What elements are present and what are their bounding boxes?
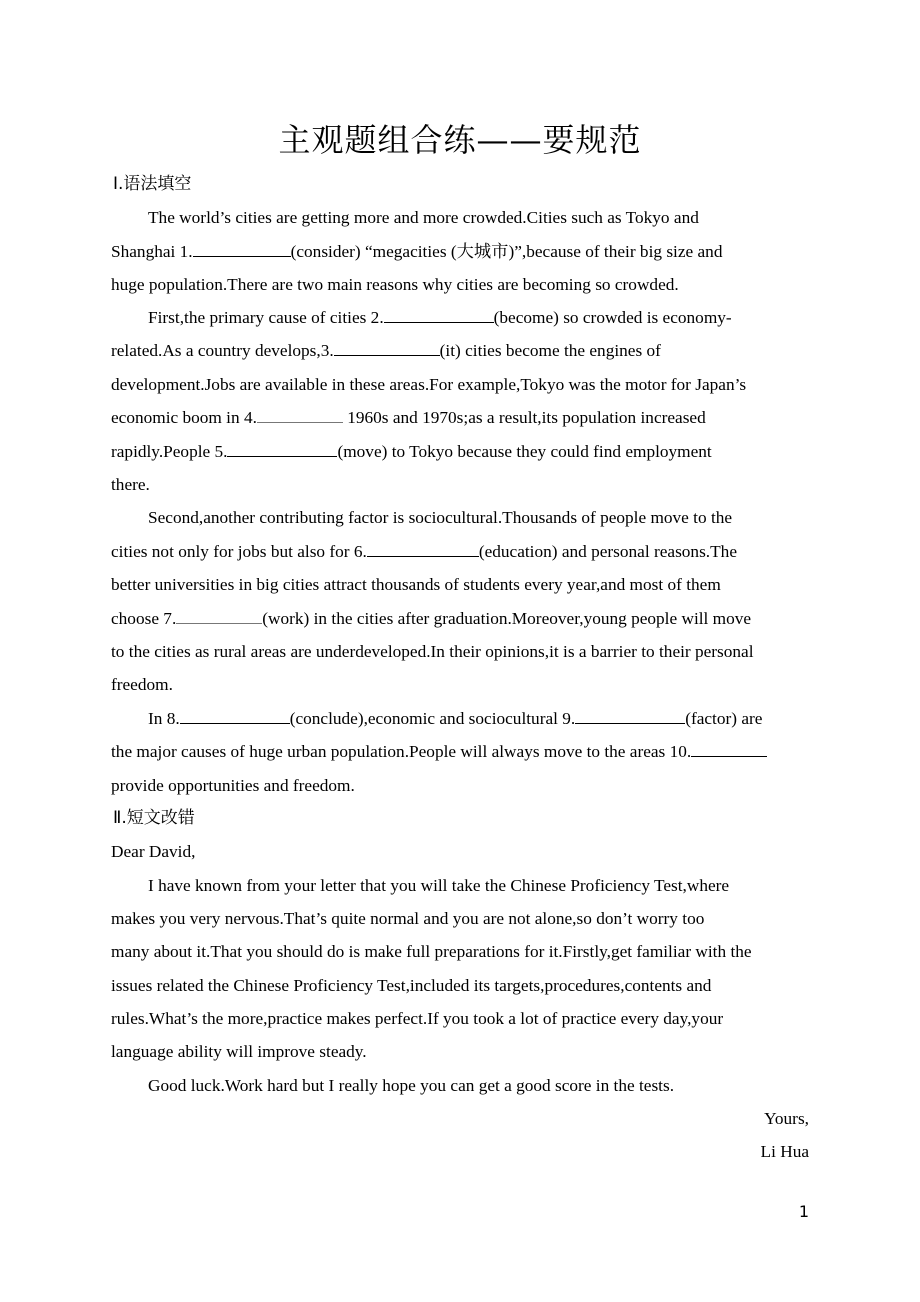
letter-signature: Li Hua xyxy=(760,1142,809,1161)
passage-line xyxy=(111,339,661,363)
blank-9[interactable] xyxy=(575,708,685,724)
page-number: 1 xyxy=(798,1202,809,1221)
text: economic boom in 4. xyxy=(111,408,257,427)
passage-line xyxy=(111,540,737,564)
section-heading-error-correction: Ⅱ.短文改错 xyxy=(113,808,195,828)
text: (it) cities become the engines of xyxy=(439,341,661,360)
text: cities not only for jobs but also for 6. xyxy=(111,542,367,561)
passage-line: huge population.There are two main reasons why cities are becoming so crowded. xyxy=(111,275,679,294)
text: (education) and personal reasons.The xyxy=(478,542,737,561)
text: In 8. xyxy=(148,709,180,728)
letter-closing: Yours, xyxy=(764,1109,809,1128)
passage-line: better universities in big cities attract thousands of students every year,and most of them xyxy=(111,575,721,594)
blank-10[interactable] xyxy=(691,741,767,757)
passage-line xyxy=(111,240,722,264)
text: First,the primary cause of cities 2. xyxy=(148,308,384,327)
letter-line: rules.What’s the more,practice makes perfect.If you took a lot of practice every day,your xyxy=(111,1009,724,1028)
section-heading-grammar-fill: Ⅰ.语法填空 xyxy=(113,174,192,194)
passage-line: freedom. xyxy=(111,675,173,694)
text: (move) to Tokyo because they could find employment xyxy=(337,442,712,461)
text: (consider) “megacities (大城市)”,because of their big size and xyxy=(290,242,723,261)
page-title: 主观题组合练——要规范 xyxy=(278,121,642,159)
letter-line: I have known from your letter that you will take the Chinese Proficiency Test,where xyxy=(148,876,730,895)
text: (become) so crowded is economy- xyxy=(493,308,732,327)
passage-line: The world’s cities are getting more and more crowded.Cities such as Tokyo and xyxy=(148,208,699,227)
letter-line: makes you very nervous.That’s quite normal and you are not alone,so don’t worry too xyxy=(111,909,705,928)
letter-line: many about it.That you should do is make full preparations for it.Firstly,get familiar with the xyxy=(111,942,752,961)
text: rapidly.People 5. xyxy=(111,442,228,461)
blank-3[interactable] xyxy=(334,340,440,356)
blank-4[interactable] xyxy=(257,407,343,423)
passage-line xyxy=(148,707,762,731)
text: 1960s and 1970s;as a result,its population increased xyxy=(342,408,706,427)
blank-2[interactable] xyxy=(384,307,494,323)
blank-1[interactable] xyxy=(193,241,291,257)
text: (factor) are xyxy=(685,709,763,728)
blank-5[interactable] xyxy=(227,441,337,457)
text: the major causes of huge urban population.People will always move to the areas 10. xyxy=(111,742,692,761)
letter-line: language ability will improve steady. xyxy=(111,1042,367,1061)
passage-line xyxy=(111,440,712,464)
text: (work) in the cities after graduation.Moreover,young people will move xyxy=(262,609,752,628)
text: Shanghai 1. xyxy=(111,242,193,261)
text: related.As a country develops,3. xyxy=(111,341,334,360)
letter-salutation: Dear David, xyxy=(111,842,196,861)
letter-line: issues related the Chinese Proficiency Test,included its targets,procedures,contents and xyxy=(111,976,712,995)
passage-line xyxy=(111,607,751,631)
passage-line: there. xyxy=(111,475,150,494)
blank-8[interactable] xyxy=(180,708,290,724)
passage-line xyxy=(111,740,767,764)
passage-line xyxy=(111,406,706,430)
blank-7[interactable] xyxy=(176,608,262,624)
blank-6[interactable] xyxy=(367,541,479,557)
passage-line: Second,another contributing factor is sociocultural.Thousands of people move to the xyxy=(148,508,733,527)
text: (conclude),economic and sociocultural 9. xyxy=(289,709,576,728)
passage-line: development.Jobs are available in these areas.For example,Tokyo was the motor for Japan’s xyxy=(111,375,747,394)
text: choose 7. xyxy=(111,609,177,628)
passage-line: provide opportunities and freedom. xyxy=(111,776,355,795)
passage-line: to the cities as rural areas are underdeveloped.In their opinions,it is a barrier to their personal xyxy=(111,642,754,661)
passage-line xyxy=(148,306,732,330)
letter-line: Good luck.Work hard but I really hope you can get a good score in the tests. xyxy=(148,1076,675,1095)
